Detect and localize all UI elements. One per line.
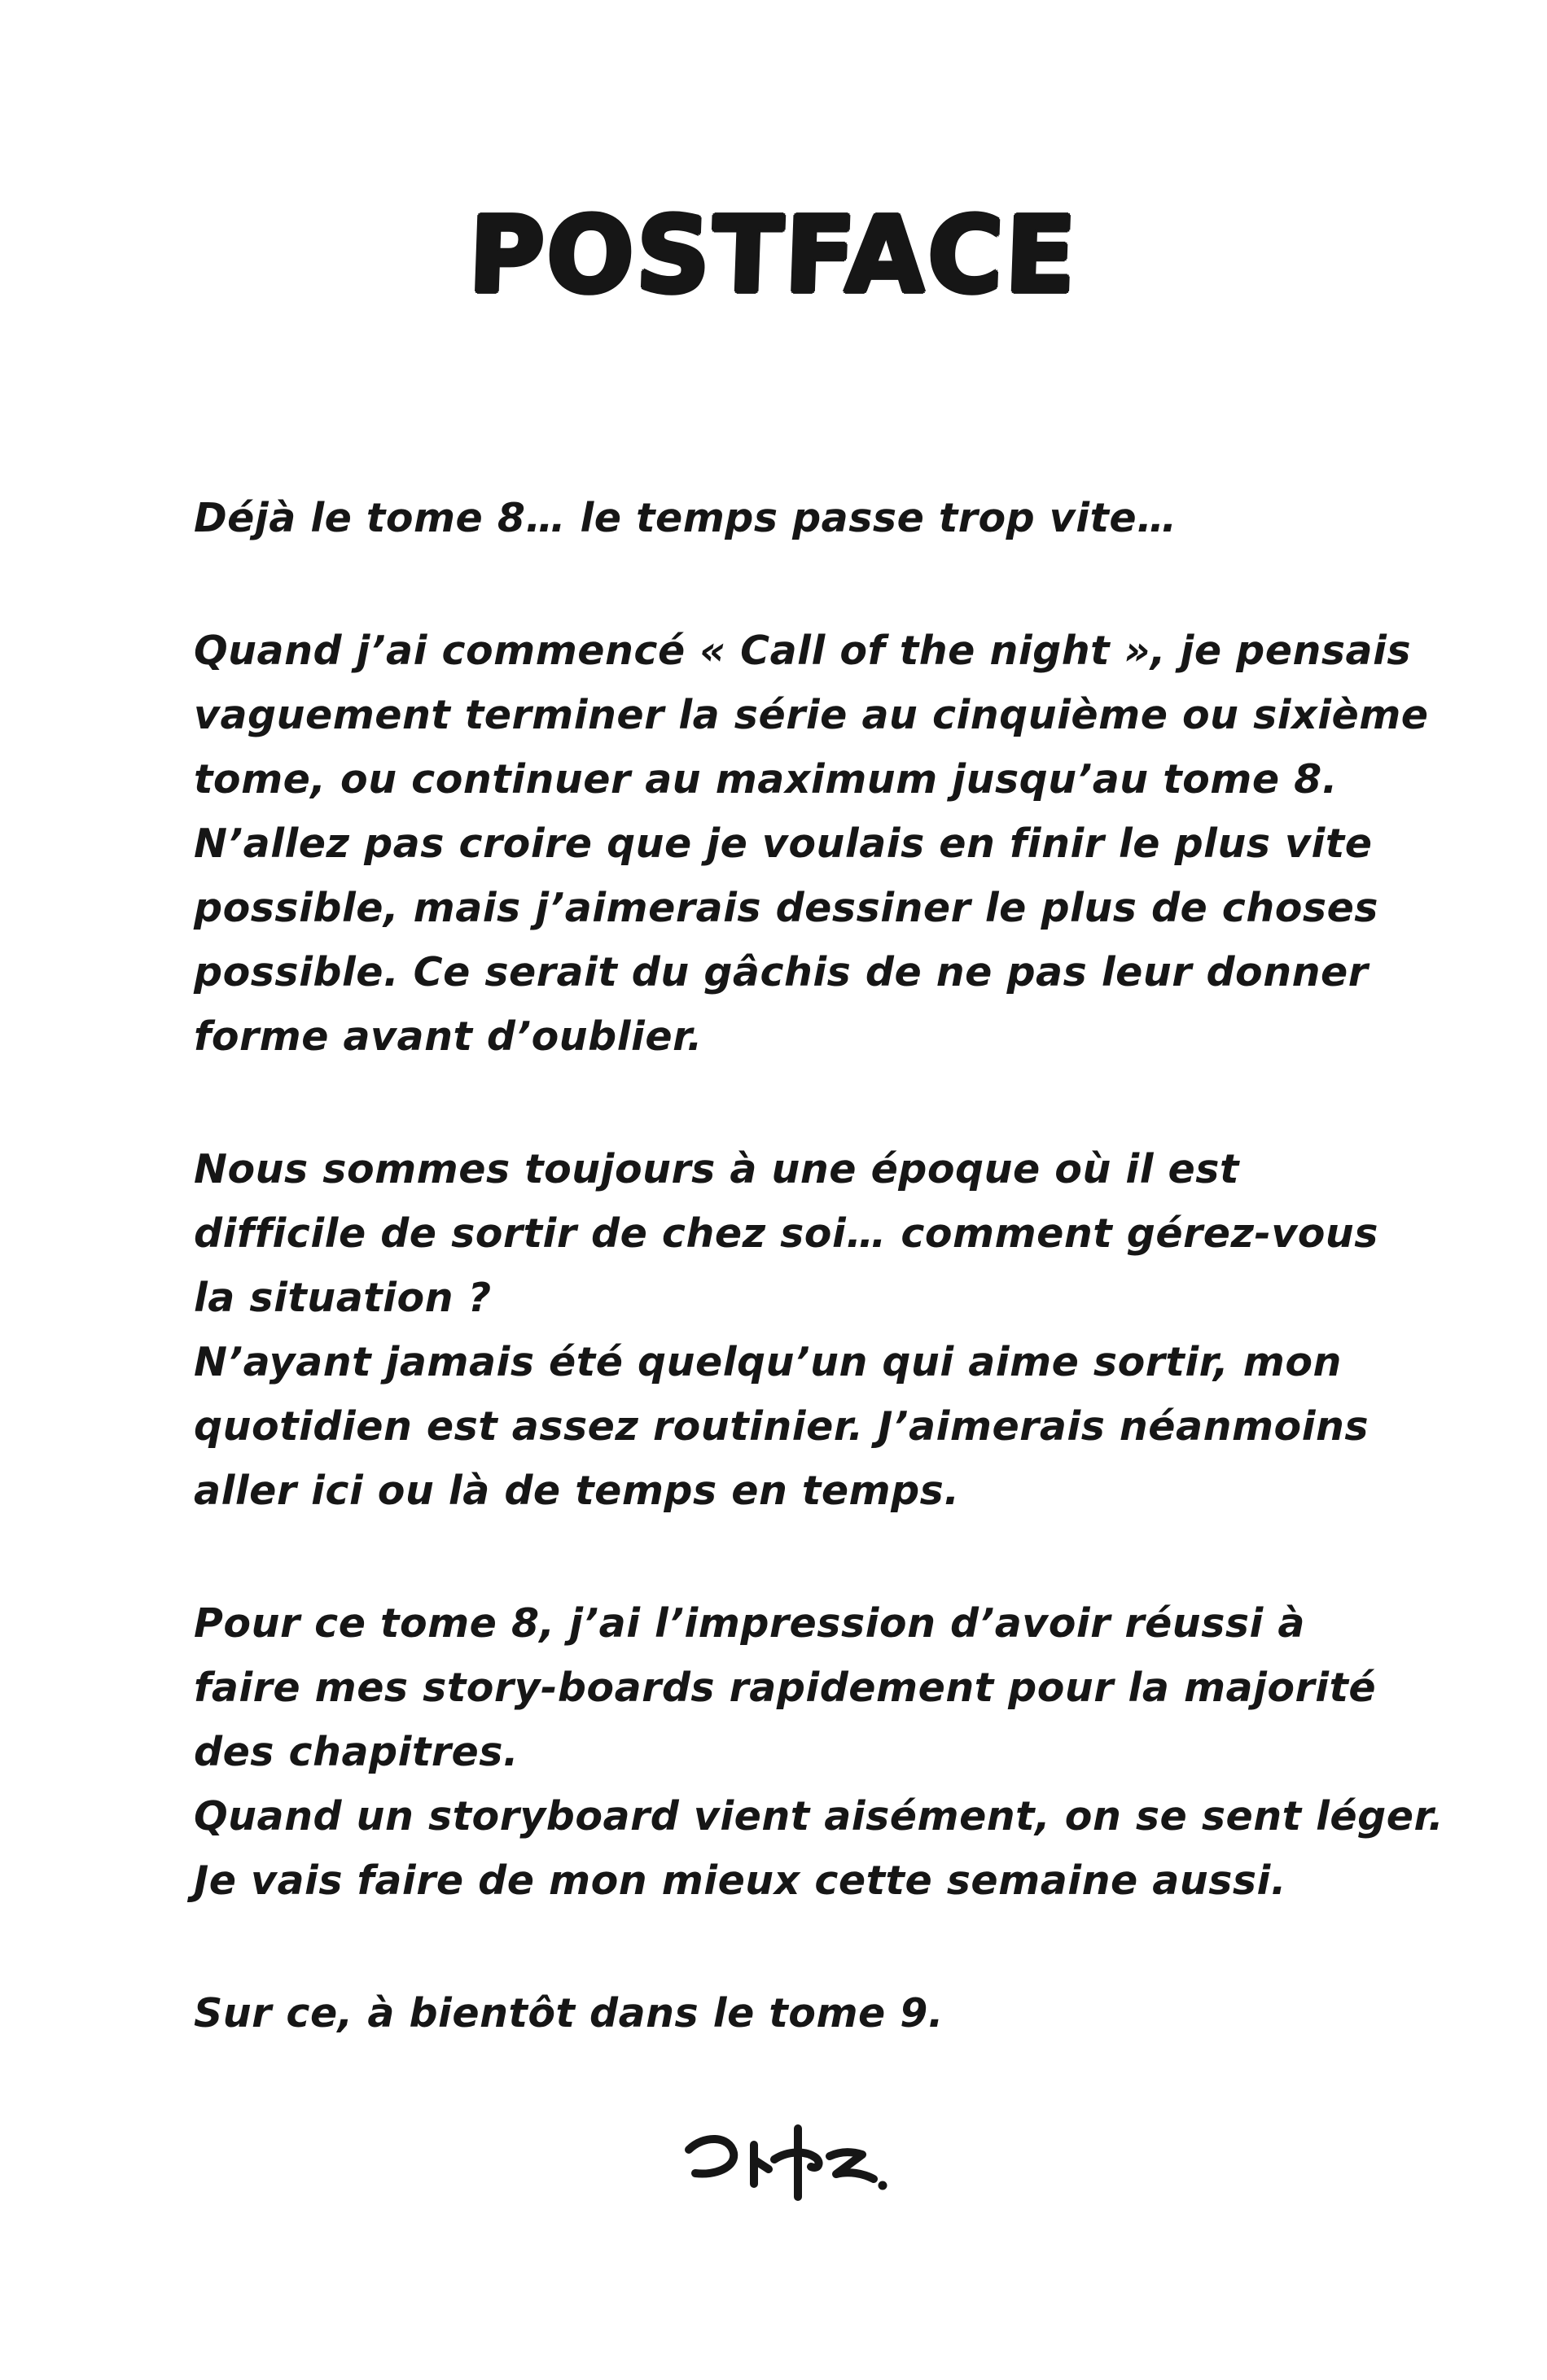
text-line: quotidien est assez routinier. J’aimerais néanmoins <box>194 1402 1370 1450</box>
text-line: la situation ? <box>194 1274 492 1321</box>
page-title: POSTFACE <box>467 194 1080 317</box>
paragraph-storyboards <box>194 1591 1444 1913</box>
text-line: faire mes story-boards rapidement pour la majorité <box>194 1664 1377 1711</box>
paragraph-intro <box>194 486 1425 550</box>
text-line: Quand un storyboard vient aisément, on se sent léger. <box>194 1792 1444 1840</box>
text-line: aller ici ou là de temps en temps. <box>194 1467 960 1514</box>
text-line: Quand j’ai commencé « Call of the night », je pensais <box>194 627 1412 674</box>
text-line: forme avant d’oublier. <box>194 1013 703 1060</box>
text-line: Pour ce tome 8, j’ai l’impression d’avoir réussi à <box>194 1599 1305 1647</box>
text-line: vaguement terminer la série au cinquième ou sixième <box>194 691 1429 738</box>
afterword-text <box>0 486 1547 2045</box>
text-line: tome, ou continuer au maximum jusqu’au tome 8. <box>194 755 1338 803</box>
kotoyama-signature-icon <box>676 2124 887 2205</box>
text-line: Je vais faire de mon mieux cette semaine aussi. <box>194 1857 1286 1904</box>
text-line: Nous sommes toujours à une époque où il est <box>194 1145 1239 1192</box>
paragraph-series-plans <box>194 619 1429 1069</box>
text-line: Déjà le tome 8… le temps passe trop vite… <box>194 494 1177 541</box>
text-line: N’allez pas croire que je voulais en finir le plus vite <box>194 820 1373 867</box>
text-line: possible. Ce serait du gâchis de ne pas leur donner <box>194 948 1369 995</box>
paragraph-going-out <box>194 1137 1425 1523</box>
text-line: des chapitres. <box>194 1728 519 1775</box>
text-line: possible, mais j’aimerais dessiner le plus de choses <box>194 884 1378 931</box>
page-header <box>0 0 1547 390</box>
paragraph-farewell <box>194 1981 1425 2045</box>
text-line: difficile de sortir de chez soi… comment gérez-vous <box>194 1210 1378 1257</box>
text-line: Sur ce, à bientôt dans le tome 9. <box>194 1989 944 2037</box>
text-line: N’ayant jamais été quelqu’un qui aime sortir, mon <box>194 1338 1342 1385</box>
author-signature <box>0 2124 1547 2208</box>
